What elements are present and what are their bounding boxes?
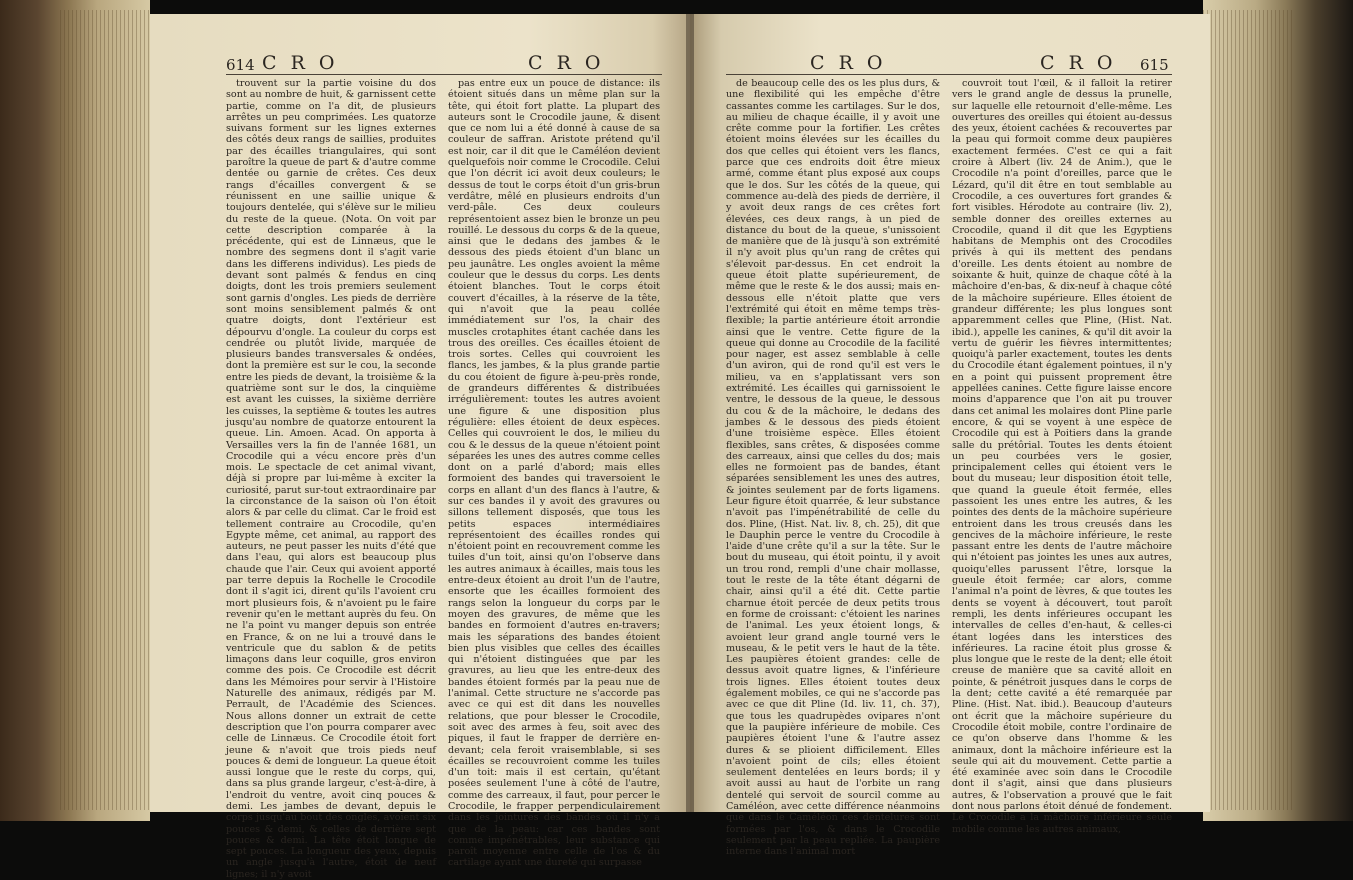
header-rule-left <box>226 74 662 75</box>
book-gutter <box>686 14 694 812</box>
header-rule-right <box>726 74 1172 75</box>
page-stack-left <box>60 10 150 810</box>
headword-right-col1: C R O <box>810 52 887 74</box>
column-text: pas entre eux un pouce de distance: ils étoient situés dans un même plan sur la tête, qui étoit fort platte. La plupart des auteurs sont le Crocodile jaune, & disent que ce nom lui a été donné à cause de sa couleur de saffran. Aristote prétend qu'il est noir, car il dit que le Caméléon devient quelquefois noir comme le Crocodile. Celui que l'on décrit ici avoit deux couleurs; le dessus de tout le corps étoit d'un gris-brun verdâtre, mêlé en plusieurs endroits d'un verd-pâle. Ces deux couleurs représentoient assez bien le bronze un peu rouillé. Le dessous du corps & de la queue, ainsi que le dedans des jambes & le dessous des pieds étoient d'un blanc un peu jaunâtre. Les ongles avoient la même couleur que le dessus du corps. Les dents étoient blanches. Tout le corps étoit couvert d'écailles, à la réserve de la tête, qui n'avoit que la peau collée immédiatement sur l'os, la chair des muscles crotaphites étant cachée dans les trous des oreilles. Ces écailles étoient de trois sortes. Celles qui couvroient les flancs, les jambes, & la plus grande partie du cou étoient de figure à-peu-près ronde, de grandeurs différentes & distribuées irrégulièrement: toutes les autres avoient une figure & une disposition plus régulière: elles étoient de deux espèces. Celles qui couvroient le dos, le milieu du cou & le dessus de la queue n'étoient point séparées les unes des autres comme celles dont on a parlé d'abord; mais elles formoient des bandes qui traversoient le corps en allant d'un des flancs à l'autre, & sur ces bandes il y avoit des gravures ou sillons tellement disposés, que tous les petits espaces intermédiaires représentoient des écailles rondes qui n'étoient point en recouvrement comme les tuiles d'un toit, ainsi qu'on l'observe dans les autres animaux à écailles, mais tous les entre-deux étoient au droit l'un de l'autre, ensorte que les écailles formoient des rangs selon la longueur du corps par le moyen des gravures, de même que les bandes en formoient d'autres en-travers; mais les séparations des bandes étoient bien plus visibles que celles des écailles qui n'étoient distinguées que par les gravures, au lieu que les entre-deux des bandes étoient formés par la peau nue de l'animal. Cette structure ne s'accorde pas avec ce qui est dit dans les nouvelles relations, que pour blesser le Crocodile, soit avec des armes à feu, soit avec des piques, il faut le frapper de derrière en-devant; cela feroit vraisemblable, si ses écailles se recouvroient comme les tuiles d'un toit: mais il est certain, qu'étant posées seulement l'une à côté de l'autre, comme des carreaux, il faut, pour percer le Crocodile, le frapper perpendiculairement dans les jointures des bandes où il n'y a que de la peau: car ces bandes sont comme impénétrables, leur substance qui paroît moyenne entre celle de l'os & du cartilage ayant une dureté qui surpasse <box>448 78 660 869</box>
left-page-column-1 <box>226 78 436 880</box>
page-number-right: 615 <box>1140 56 1169 74</box>
headword-left-col1: C R O <box>262 52 339 74</box>
headword-right-col2: C R O <box>1040 52 1117 74</box>
page-stack-right <box>1203 10 1293 810</box>
column-text: trouvent sur la partie voisine du dos sont au nombre de huit, & garnissent cette partie, comme on l'a dit, de plusieurs arrêtes un peu comprimées. Les quatorze suivans forment sur les lignes externes des côtés deux rangs de saillies, produites par des écailles triangulaires, qui sont paroître la queue de part & d'autre comme dentée ou garnie de crêtes. Ces deux rangs d'écailles convergent & se réunissent en une saillie unique & toujours dentelée, qui s'élève sur le milieu du reste de la queue. (Nota. On voit par cette description comparée à la précédente, qui est de Linnæus, que le nombre des segmens dont il s'agit varie dans les differens individus). Les pieds de devant sont palmés & fendus en cinq doigts, dont les trois premiers seulement sont garnis d'ongles. Les pieds de derrière sont moins sensiblement palmés & ont quatre doigts, dont l'extérieur est dépourvu d'ongle. La couleur du corps est cendrée ou plutôt livide, marquée de plusieurs bandes transversales & ondées, dont la première est sur le cou, la seconde entre les pieds de devant, la troisième & la quatrième sont sur le dos, la cinquième est avant les cuisses, la sixième derrière les cuisses, la septième & toutes les autres jusqu'au nombre de quatorze entourent la queue. Lin. Amoen. Acad. On apporta à Versailles vers la fin de l'année 1681, un Crocodile qui a vécu encore près d'un mois. Le spectacle de cet animal vivant, déjà si propre par lui-même à exciter la curiosité, parut sur-tout extraordinaire par la circonstance de la saison où l'on étoit alors & par celle du climat. Car le froid est tellement contraire au Crocodile, qu'en Egypte même, cet animal, au rapport des auteurs, ne peut passer les nuits d'été que dans l'eau, qui alors est beaucoup plus chaude que l'air. Ceux qui avoient apporté par terre depuis la Rochelle le Crocodile dont il s'agit ici, dirent qu'ils l'avoient cru mort plusieurs fois, & n'avoient pu le faire revenir qu'en le mettant auprès du feu. On ne l'a point vu manger depuis son entrée en France, & on ne lui a trouvé dans le ventricule que du sablon & de petits limaçons dans leur coquille, gros environ comme des pois. Ce Crocodile est décrit dans les Mémoires pour servir à l'Histoire Naturelle des animaux, rédigés par M. Perrault, de l'Académie des Sciences. Nous allons donner un extrait de cette description que l'on pourra comparer avec celle de Linnæus. Ce Crocodile étoit fort jeune & n'avoit que trois pieds neuf pouces & demi de longueur. La queue étoit aussi longue que le reste du corps, qui, dans sa plus grande largeur, c'est-à-dire, à l'endroit du ventre, avoit cinq pouces & demi. Les jambes de devant, depuis le corps jusqu'au bout des ongles, avoient six pouces & demi, & celles de derrière sept pouces & demi. La tête étoit longue de sept pouces. La longueur des yeux, depuis un angle jusqu'à l'autre, étoit de neuf lignes; il n'y avoit <box>226 78 436 880</box>
right-page-column-2 <box>952 78 1172 835</box>
column-text: couvroit tout l'œil, & il falloit la retirer vers le grand angle de dessus la prunelle, sur laquelle elle retournoit d'elle-même. Les ouvertures des oreilles qui étoient au-dessus des yeux, étoient cachées & recouvertes par la peau qui formoit comme deux paupières exactement fermées. C'est ce qui a fait croire à Albert (liv. 24 de Anim.), que le Crocodile n'a point d'oreilles, parce que le Lézard, qu'il dit être en tout semblable au Crocodile, a ces ouvertures fort grandes & fort visibles. Hérodote au contraire (liv. 2), semble donner des oreilles externes au Crocodile, quand il dit que les Egyptiens habitans de Memphis ont des Crocodiles privés à qui ils mettent des pendans d'oreille. Les dents étoient au nombre de soixante & huit, quinze de chaque côté à la mâchoire d'en-bas, & dix-neuf à chaque côté de la mâchoire supérieure. Elles étoient de grandeur différente; les plus longues sont apparemment celles que Pline, (Hist. Nat. ibid.), appelle les canines, & qu'il dit avoir la vertu de guérir les fièvres intermittentes; quoiqu'à parler exactement, toutes les dents du Crocodile étant également pointues, il n'y en a point qui puissent proprement être appellées canines. Cette figure laisse encore moins d'apparence que l'on ait pu trouver dans cet animal les molaires dont Pline parle encore, & qui se voyent à une espèce de Crocodile qui est à Poitiers dans la grande salle du prétôrial. Toutes les dents étoient un peu courbées vers le gosier, principalement celles qui étoient vers le bout du museau; leur disposition étoit telle, que quand la gueule étoit fermée, elles passoient les unes entre les autres, & les pointes des dents de la mâchoire supérieure entroient dans les trous creusés dans les gencives de la mâchoire inférieure, le reste passant entre les dents de l'autre mâchoire qui n'étoient pas jointes les unes aux autres, quoiqu'elles parussent l'être, lorsque la gueule étoit fermée; car alors, comme l'animal n'a point de lèvres, & que toutes les dents se voyent à découvert, tout paroît rempli, les dents inférieures occupant les intervalles de celles d'en-haut, & celles-ci étant logées dans les interstices des inférieures. La racine étoit plus grosse & plus longue que le reste de la dent; elle étoit creuse de manière que sa cavité alloit en pointe, & pénétroit jusques dans le corps de la dent; cette cavité a été remarquée par Pline. (Hist. Nat. ibid.). Beaucoup d'auteurs ont écrit que la mâchoire supérieure du Crocodile étoit mobile, contre l'ordinaire de ce qu'on observe dans l'homme & les animaux, dont la mâchoire inférieure est la seule qui ait du mouvement. Cette partie a été examinée avec soin dans le Crocodile dont il s'agit, ainsi que dans plusieurs autres, & l'observation a prouvé que le fait dont nous parlons étoit dénué de fondement. Le Crocodile a la mâchoire inférieure seule mobile comme les autres animaux, <box>952 78 1172 835</box>
right-page-column-1 <box>726 78 940 858</box>
left-page-column-2 <box>448 78 660 869</box>
headword-left-col2: C R O <box>528 52 605 74</box>
column-text: de beaucoup celle des os les plus durs, & une flexibilité qui les empêche d'être cassantes comme les cartilages. Sur le dos, au milieu de chaque écaille, il y avoit une crête comme pour la fortifier. Les crêtes étoient moins élevées sur les écailles du dos que celles qui étoient vers les flancs, parce que ces endroits doit être mieux armé, comme étant plus exposé aux coups que le dos. Sur les côtés de la queue, qui commence au-delà des pieds de derrière, il y avoit deux rangs de ces crêtes fort élevées, ces deux rangs, à un pied de distance du bout de la queue, s'unissoient de manière que de là jusqu'à son extrémité il n'y avoit plus qu'un rang de crêtes qui s'élevoit par-dessus. En cet endroit la queue étoit platte supérieurement, de même que le reste & le dos aussi; mais en-dessous elle n'étoit platte que vers l'extrémité qui étoit en même temps très-flexible; la partie antérieure étoit arrondie ainsi que le ventre. Cette figure de la queue qui donne au Crocodile de la facilité pour nager, est assez semblable à celle d'un aviron, qui de rond qu'il est vers le milieu, va en s'applatissant vers son extrémité. Les écailles qui garnissoient le ventre, le dessous de la queue, le dessous du cou & de la mâchoire, le dedans des jambes & le dessous des pieds étoient d'une troisième espèce. Elles étoient flexibles, sans crêtes, & disposées comme des carreaux, ainsi que celles du dos; mais elles ne formoient pas de bandes, étant séparées sensiblement les unes des autres, & jointes seulement par de forts ligamens. Leur figure étoit quarrée, & leur substance n'avoit pas l'impénétrabilité de celle du dos. Pline, (Hist. Nat. liv. 8, ch. 25), dit que le Dauphin perce le ventre du Crocodile à l'aide d'une crête qu'il a sur la tête. Sur le bout du museau, qui étoit pointu, il y avoit un trou rond, rempli d'une chair mollasse, tout le reste de la tête étant dégarni de chair, ainsi qu'il a été dit. Cette partie charnue étoit percée de deux petits trous en forme de croissant: c'étoient les narines de l'animal. Les yeux étoient longs, & avoient leur grand angle tourné vers le museau, & le petit vers le haut de la tête. Les paupières étoient grandes: celle de dessus avoit quatre lignes, & l'inférieure trois lignes. Elles étoient toutes deux également mobiles, ce qui ne s'accorde pas avec ce que dit Pline (Id. liv. 11, ch. 37), que tous les quadrupèdes ovipares n'ont que la paupière inférieure de mobile. Ces paupières étoient l'une & l'autre assez dures & se plioient difficilement. Elles n'avoient point de cils; elles étoient seulement dentelées en leurs bords; il y avoit aussi au haut de l'orbite un rang dentelé qui servoit de sourcil comme au Caméléon, avec cette différence néanmoins que dans le Caméléon ces dentelures sont formées par l'os, & dans le Crocodile seulement par la peau repliée. La paupière interne dans l'animal mort <box>726 78 940 858</box>
page-number-left: 614 <box>226 56 255 74</box>
